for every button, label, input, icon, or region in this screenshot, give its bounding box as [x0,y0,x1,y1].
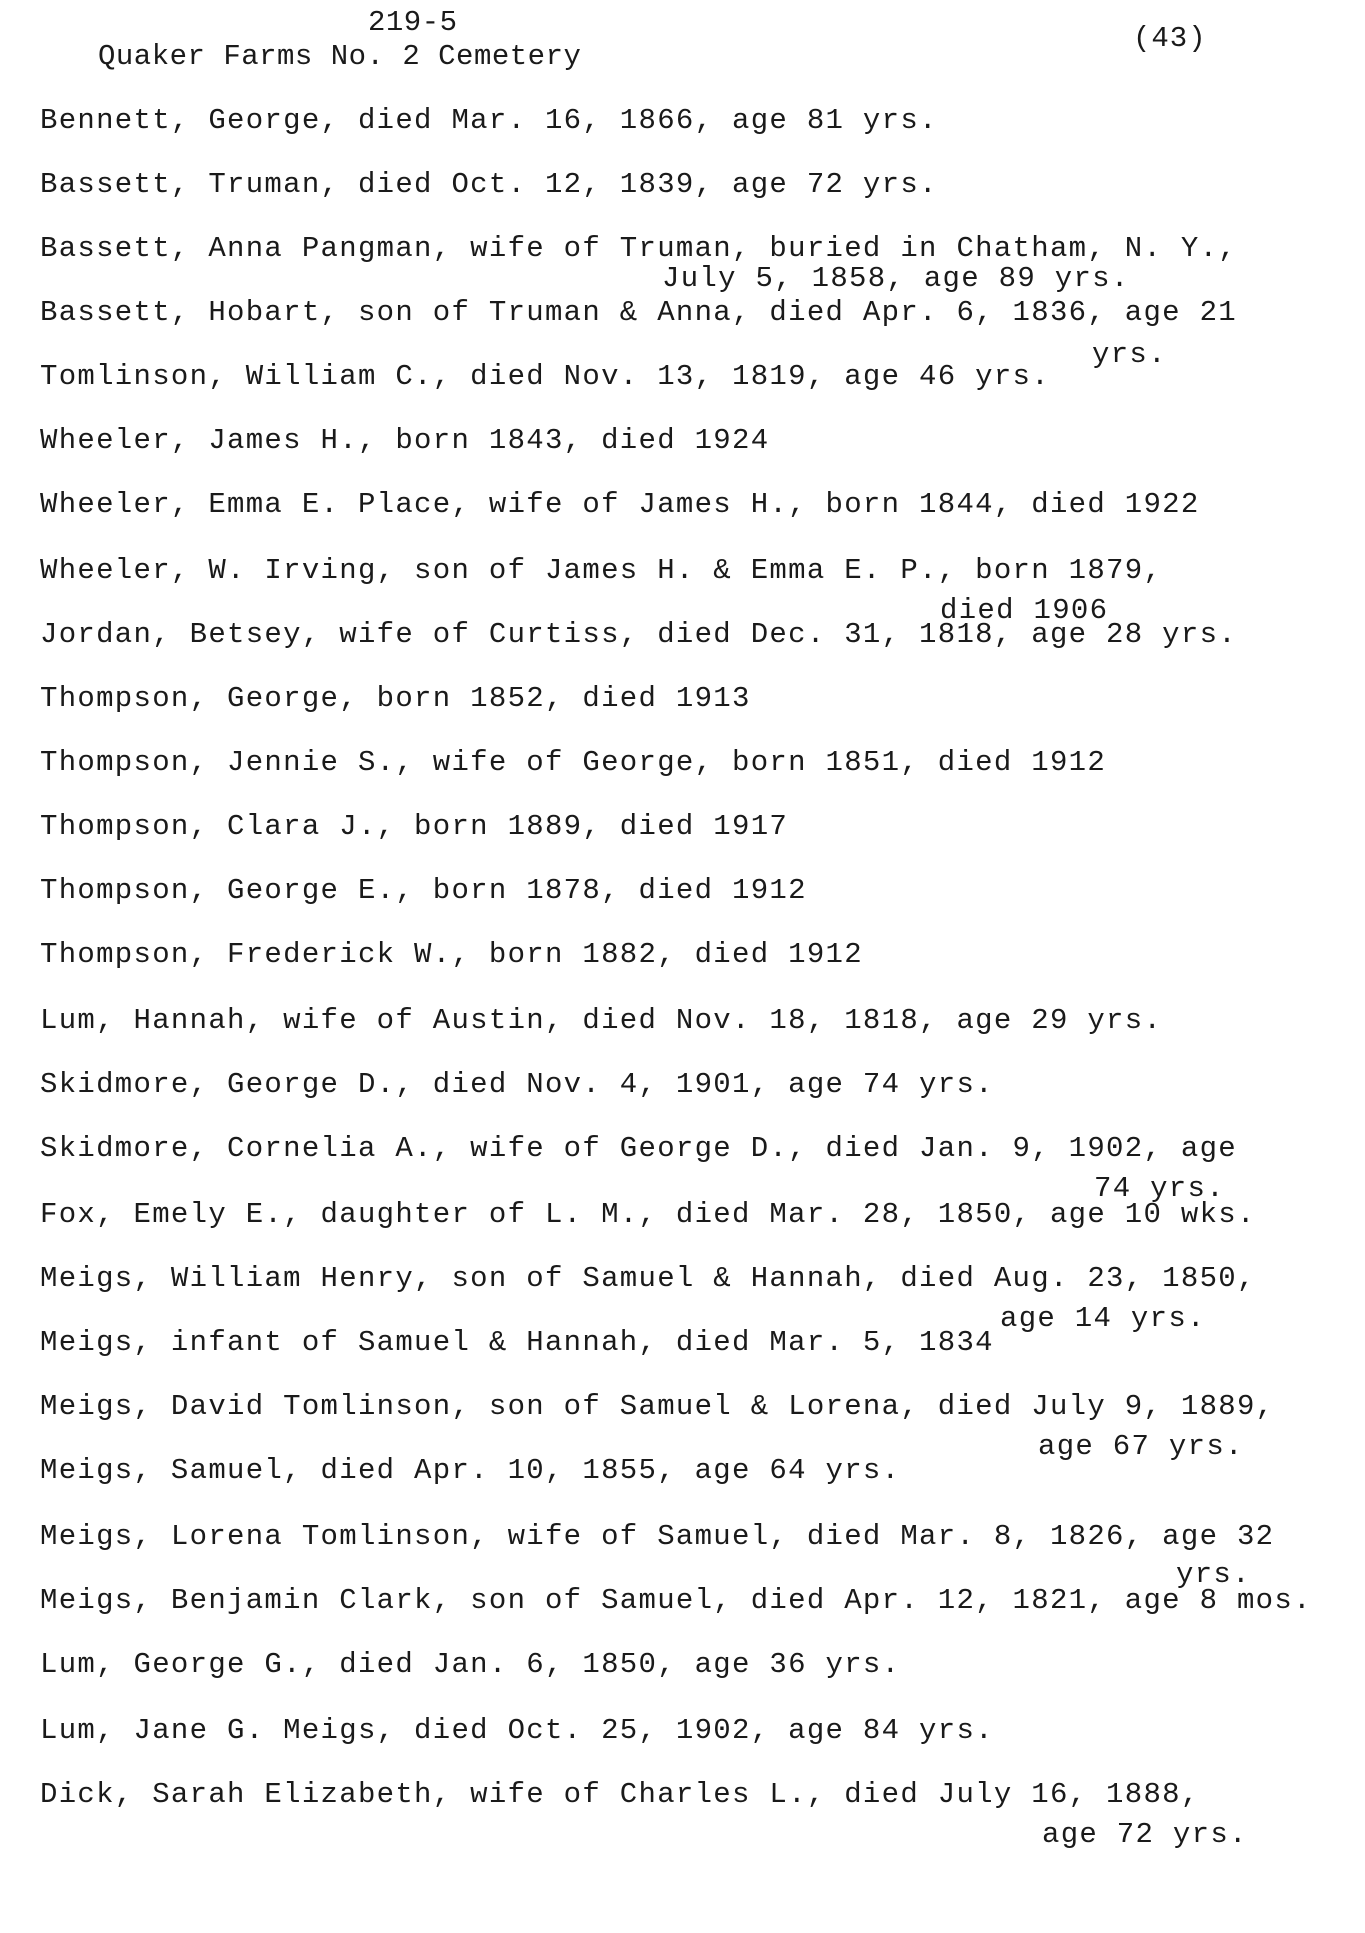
burial-entry: Thompson, Clara J., born 1889, died 1917 [40,810,789,843]
burial-entry: Lum, Jane G. Meigs, died Oct. 25, 1902, age 84 yrs. [40,1714,994,1747]
burial-entry: Wheeler, James H., born 1843, died 1924 [40,424,770,457]
burial-entry-continuation: July 5, 1858, age 89 yrs. [662,262,1130,295]
burial-entry: Bassett, Anna Pangman, wife of Truman, buried in Chatham, N. Y., [40,232,1237,265]
burial-entry: Dick, Sarah Elizabeth, wife of Charles L., died July 16, 1888, [40,1778,1200,1811]
burial-entry: Wheeler, Emma E. Place, wife of James H., born 1844, died 1922 [40,488,1200,521]
burial-entry: Thompson, Jennie S., wife of George, born 1851, died 1912 [40,746,1107,779]
burial-entry: Skidmore, George D., died Nov. 4, 1901, age 74 yrs. [40,1068,994,1101]
burial-entry-continuation: age 67 yrs. [1038,1430,1244,1463]
burial-entry: Jordan, Betsey, wife of Curtiss, died Dec. 31, 1818, age 28 yrs. [40,618,1237,651]
burial-entry-continuation: 74 yrs. [1094,1172,1225,1205]
burial-entry: Thompson, George, born 1852, died 1913 [40,682,751,715]
cemetery-title: Quaker Farms No. 2 Cemetery [98,40,582,73]
burial-entry-continuation: age 72 yrs. [1042,1818,1248,1851]
burial-entry: Meigs, William Henry, son of Samuel & Hannah, died Aug. 23, 1850, [40,1262,1256,1295]
burial-entry-continuation: yrs. [1092,338,1167,371]
burial-entry: Bennett, George, died Mar. 16, 1866, age 81 yrs. [40,104,938,137]
burial-entry: Meigs, infant of Samuel & Hannah, died Mar. 5, 1834 [40,1326,994,1359]
burial-entry: Tomlinson, William C., died Nov. 13, 1819, age 46 yrs. [40,360,1050,393]
burial-entry: Meigs, Benjamin Clark, son of Samuel, died Apr. 12, 1821, age 8 mos. [40,1584,1312,1617]
burial-entry: Meigs, David Tomlinson, son of Samuel & Lorena, died July 9, 1889, [40,1390,1275,1423]
burial-entry: Meigs, Samuel, died Apr. 10, 1855, age 64 yrs. [40,1454,901,1487]
burial-entry: Thompson, Frederick W., born 1882, died 1912 [40,938,863,971]
burial-entry: Skidmore, Cornelia A., wife of George D., died Jan. 9, 1902, age [40,1132,1237,1165]
burial-entry: Bassett, Hobart, son of Truman & Anna, died Apr. 6, 1836, age 21 [40,296,1237,329]
burial-entry: Wheeler, W. Irving, son of James H. & Emma E. P., born 1879, [40,554,1163,587]
page-number: (43) [1133,22,1207,55]
burial-entry: Meigs, Lorena Tomlinson, wife of Samuel, died Mar. 8, 1826, age 32 [40,1520,1275,1553]
burial-entry-continuation: age 14 yrs. [1000,1302,1206,1335]
burial-entry: Thompson, George E., born 1878, died 1912 [40,874,807,907]
burial-entry-continuation: yrs. [1176,1558,1251,1591]
burial-entry: Lum, Hannah, wife of Austin, died Nov. 18, 1818, age 29 yrs. [40,1004,1163,1037]
burial-entry: Lum, George G., died Jan. 6, 1850, age 36 yrs. [40,1648,901,1681]
record-code: 219-5 [368,6,458,39]
burial-entry-continuation: died 1906 [940,594,1109,627]
burial-entry: Bassett, Truman, died Oct. 12, 1839, age 72 yrs. [40,168,938,201]
burial-entry: Fox, Emely E., daughter of L. M., died Mar. 28, 1850, age 10 wks. [40,1198,1256,1231]
